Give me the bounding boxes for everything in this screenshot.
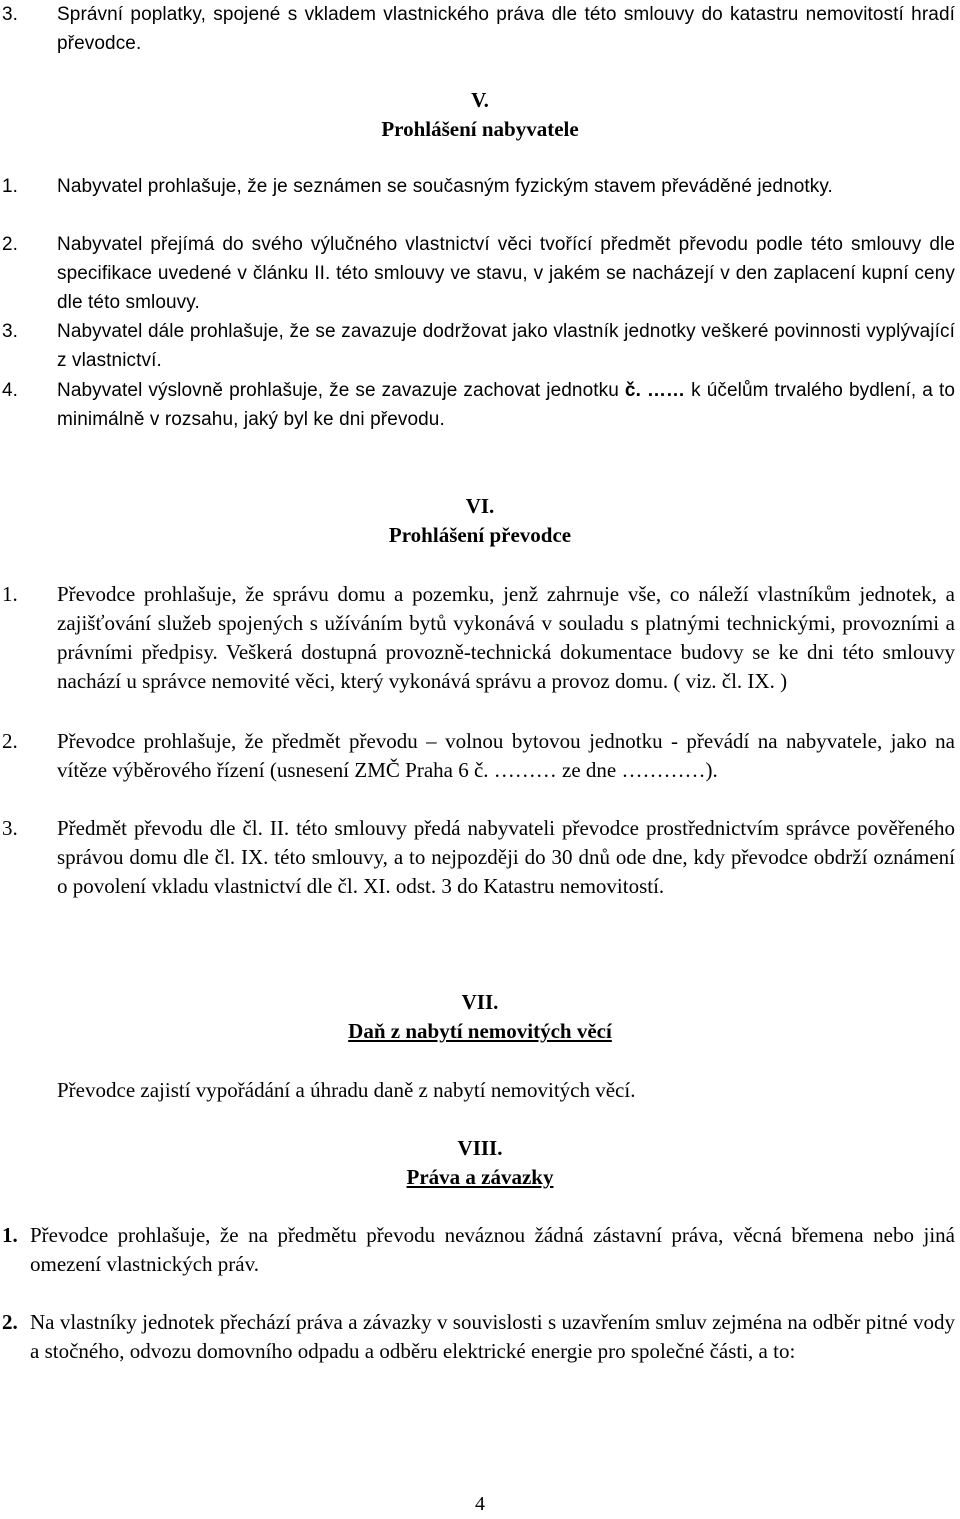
clause-text: Nabyvatel přejímá do svého výlučného vlastnictví věci tvořící předmět převodu podle této smlouvy dle specifikace uvedené v článku II. této smlouvy ve stavu, v jakém se nacházejí v den zaplacení kupní ceny dle této smlouvy. [57,234,955,313]
clause-text: Nabyvatel dále prohlašuje, že se zavazuje dodržovat jako vlastník jednotky veškeré povinnosti vyplývající z vlastnictví. [57,321,955,371]
clause-viii-1 [0,1221,955,1279]
clause-number: 3. [2,321,19,342]
clause-number: 3. [2,816,18,840]
clause-number: 2. [2,1310,18,1334]
clause-text: Předmět převodu dle čl. II. této smlouvy předá nabyvateli převodce prostřednictvím správce pověřeného správou domu dle čl. IX. této smlouvy, a to nejpozději do 30 dnů ode dne, kdy převodce obdrží oznámení o povolení vkladu vlastnictví dle čl. XI. odst. 3 do Katastru nemovitostí. [57,816,955,898]
clause-text: Nabyvatel prohlašuje, že je seznámen se současným fyzickým stavem převáděné jednotky. [57,176,833,197]
section-vi-title: Prohlášení převodce [388,523,572,547]
clause-v-1 [0,172,955,201]
clause-iv-3 [0,0,955,58]
clause-vi-1 [0,580,955,696]
section-viii-title: Práva a závazky [406,1165,554,1189]
clause-text [57,376,955,434]
section-vii-title: Daň z nabytí nemovitých věcí [348,1019,612,1043]
unit-number-placeholder: č. …… [624,380,686,401]
clause-vi-2 [0,727,955,785]
clause-text: Na vlastníky jednotek přechází práva a závazky v souvislosti s uzavřením smluv zejména na odběr pitné vody a stočného, odvozu domovního odpadu a odběru elektrické energie pro společné části, a to: [30,1310,955,1363]
clause-number: 4. [2,380,19,401]
clause-number: 1. [2,1223,18,1247]
section-vi-number: VI. [465,494,495,518]
clause-v-4 [0,376,955,434]
clause-text-part: Nabyvatel výslovně prohlašuje, že se zavazuje zachovat jednotku [57,380,625,401]
clause-viii-2 [0,1308,955,1366]
clause-number: 1. [2,582,18,606]
section-viii-number: VIII. [457,1136,503,1160]
page-number: 4 [475,1493,485,1515]
clause-text: Převodce prohlašuje, že předmět převodu – volnou bytovou jednotku - převádí na nabyvatele, jako na vítěze výběrového řízení (usnesení ZMČ Praha 6 č. ……… ze dne …………). [57,729,955,782]
clause-vi-3 [0,814,955,901]
section-vii-number: VII. [461,990,499,1014]
clause-text-part: k účelům trvalého bydlení, a to minimálně v rozsahu, jaký byl ke dni převodu. [57,380,956,430]
clause-vii-text: Převodce zajistí vypořádání a úhradu daně z nabytí nemovitých věcí. [57,1078,636,1102]
section-v-number: V. [471,88,489,112]
clause-text: Převodce prohlašuje, že správu domu a pozemku, jenž zahrnuje vše, co náleží vlastníkům jednotek, a zajišťování služeb spojených s užíváním bytů vykonává v souladu s platnými technickými, provozními a právními předpisy. Veškerá dostupná provozně-technická dokumentace budovy se ke dni této smlouvy nachází u správce nemovité věci, který vykonává správu a provoz domu. ( viz. čl. IX. ) [57,582,955,693]
clause-text: Převodce prohlašuje, že na předmětu převodu neváznou žádná zástavní práva, věcná břemena nebo jiná omezení vlastnických práv. [30,1223,955,1276]
clause-number: 2. [2,729,18,753]
clause-v-2 [0,230,955,317]
clause-number: 2. [2,234,19,255]
clause-number: 3. [2,4,19,25]
section-v-title: Prohlášení nabyvatele [381,117,579,141]
clause-number: 1. [2,176,19,197]
clause-text: Správní poplatky, spojené s vkladem vlastnického práva dle této smlouvy do katastru nemovitostí hradí převodce. [57,4,955,54]
clause-v-3 [0,317,955,375]
